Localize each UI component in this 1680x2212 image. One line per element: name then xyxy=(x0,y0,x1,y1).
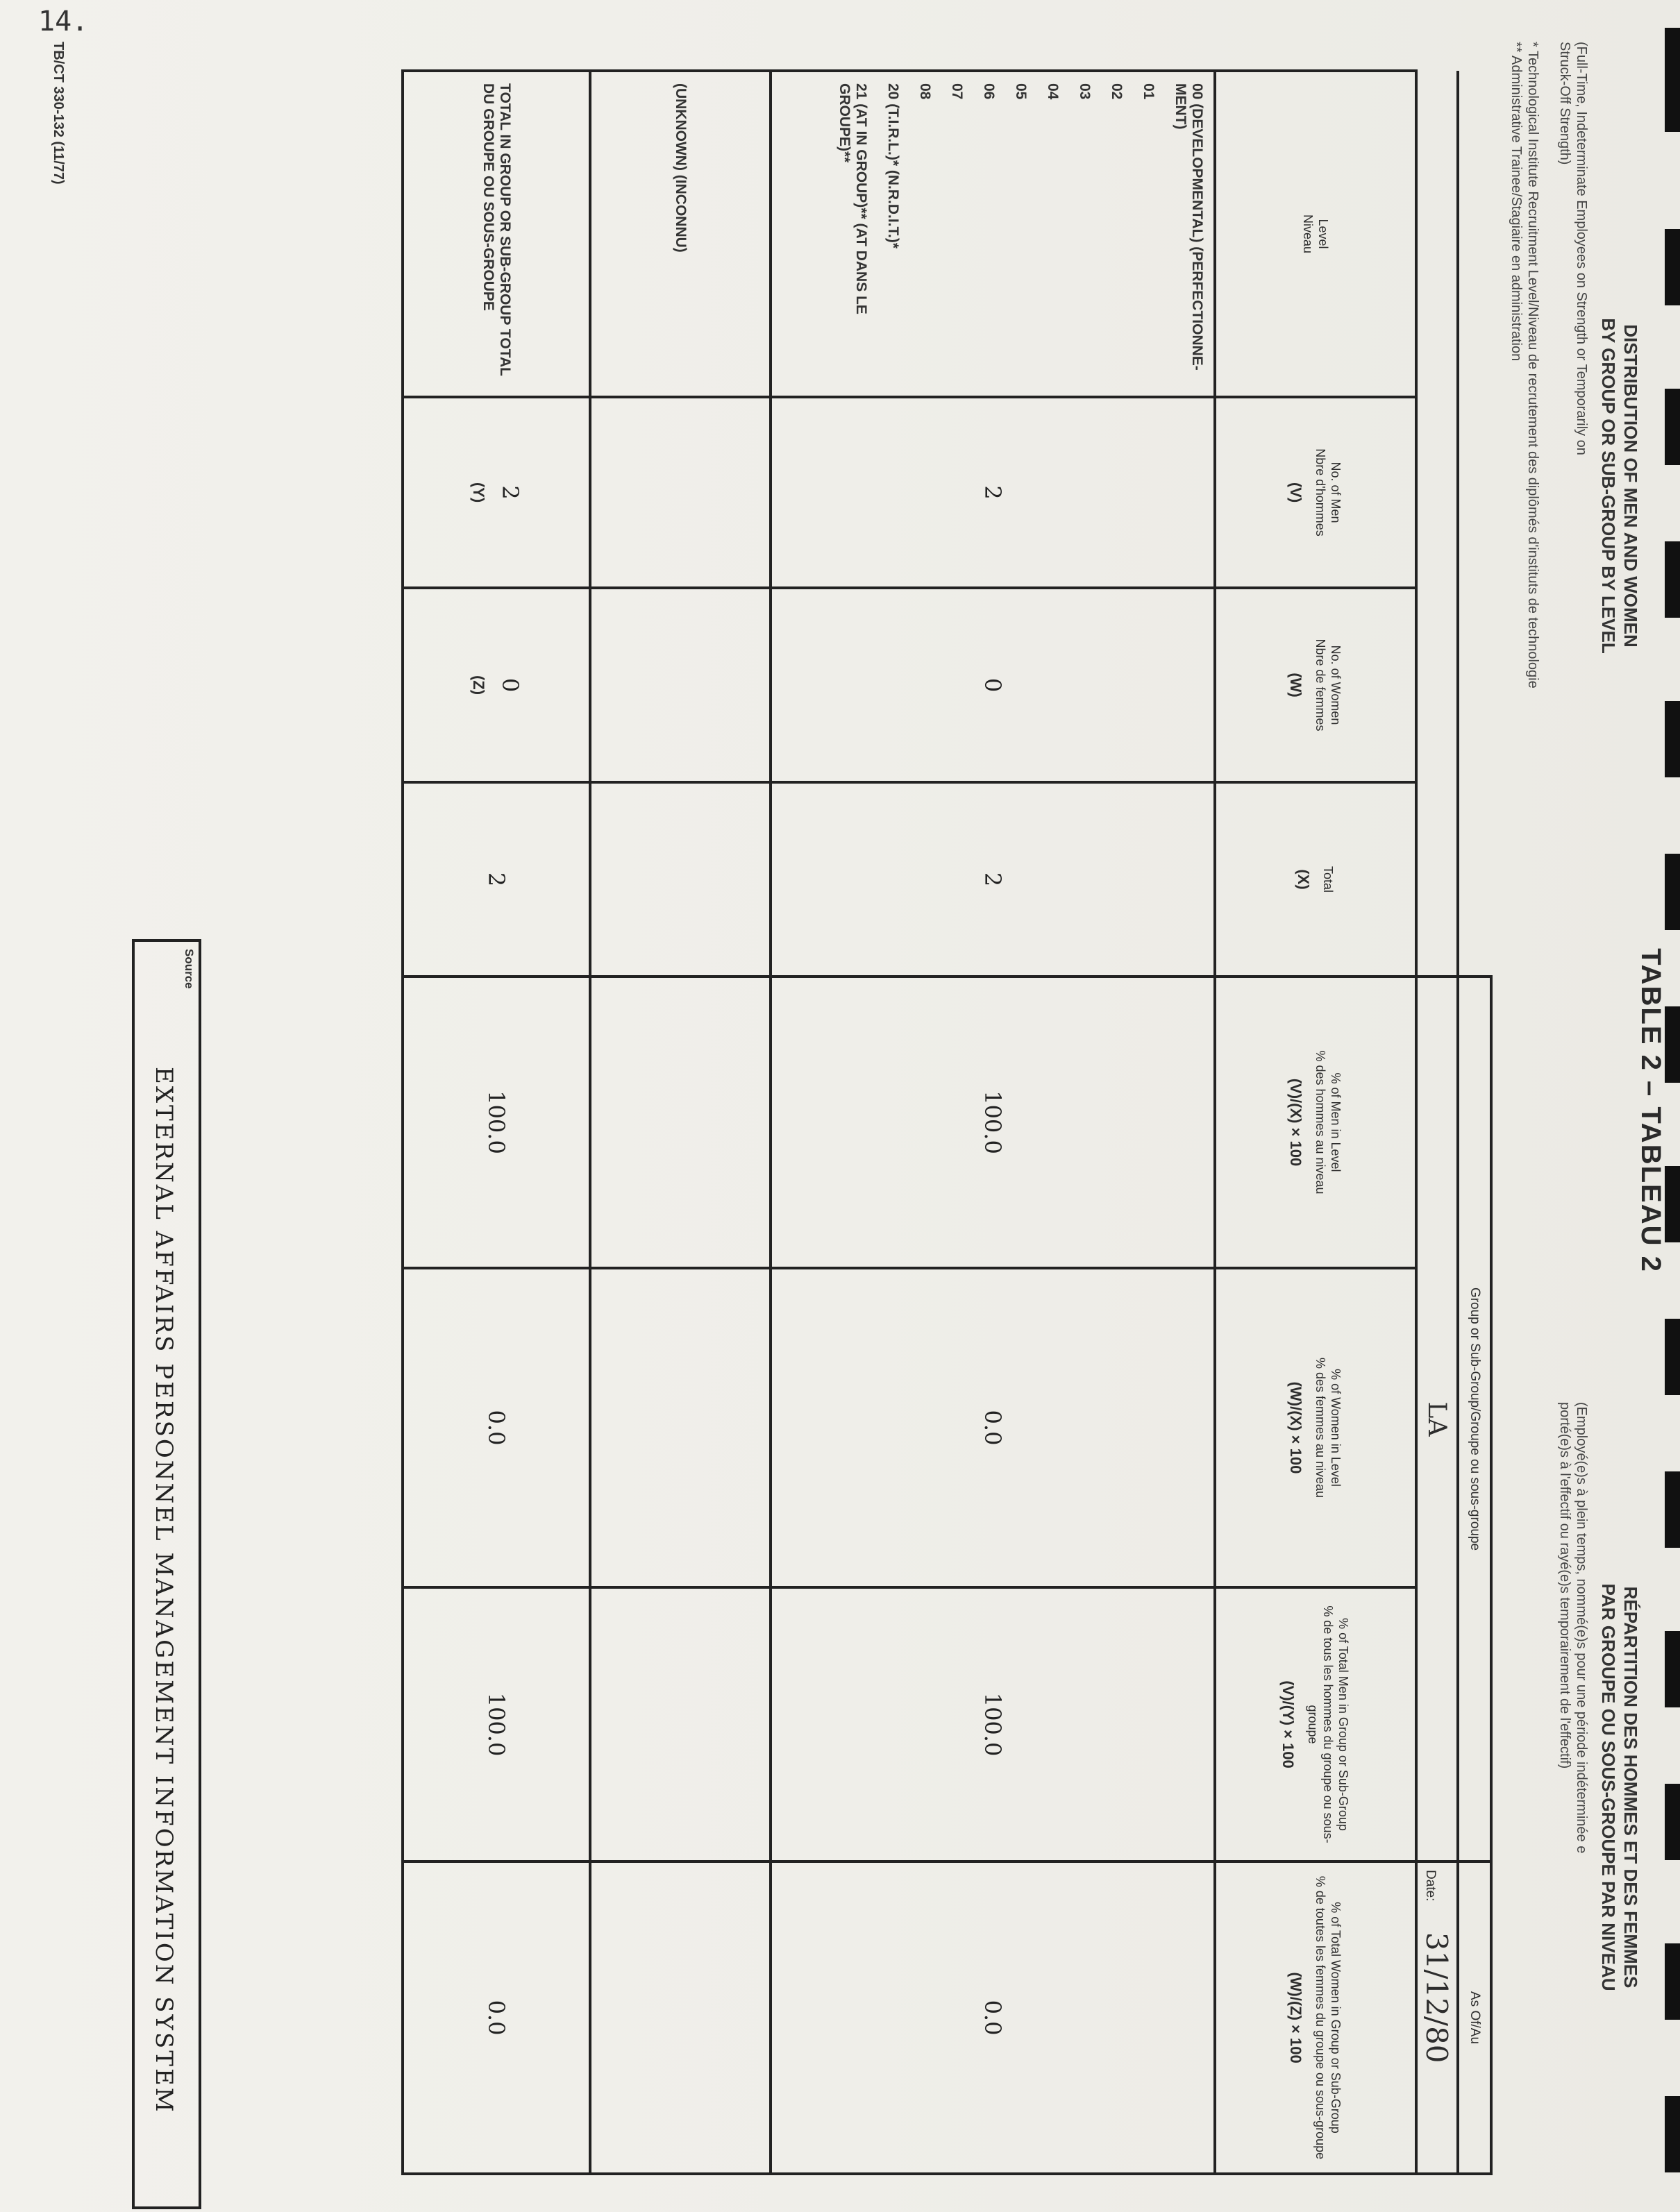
footnote-trl: * Technological Institute Recruitment Level/Niveau de recrutement des diplômés d'instituts de technologie xyxy=(1525,42,1540,689)
col-pct-total-women-fr: % de toutes les femmes du groupe ou sous-groupe xyxy=(1313,1875,1327,2160)
footnote-at: ** Administrative Trainee/Stagiaire en administration xyxy=(1509,42,1524,362)
level-05: 05 xyxy=(1013,83,1029,100)
footnotes xyxy=(1508,42,1541,1569)
header-blank xyxy=(1416,71,1458,977)
total-value: 2 xyxy=(980,872,1006,887)
total-cell xyxy=(771,782,1215,977)
total-label: TOTAL IN GROUP OR SUB-GROUP TOTAL DU GROUPE OU SOUS-GROUPE xyxy=(403,71,590,397)
group-label: Group or Sub-Group/Groupe ou sous-groupe xyxy=(1458,977,1491,1861)
level-04: 04 xyxy=(1045,83,1061,100)
unknown-cell xyxy=(590,588,771,782)
col-women-en: No. of Women xyxy=(1329,645,1343,725)
col-pct-total-men-en: % of Total Men in Group or Sub-Group xyxy=(1336,1618,1350,1831)
level-21: 21 (AT IN GROUP)** (AT DANS LE GROUPE)** xyxy=(837,83,869,314)
col-women xyxy=(1215,588,1416,782)
unknown-cell xyxy=(590,782,771,977)
total-pct-total-men-value: 100.0 xyxy=(483,1692,510,1757)
total-pct-women-cell xyxy=(403,1268,590,1587)
total-men-value: 2 xyxy=(497,485,523,500)
men-cell xyxy=(771,397,1215,588)
level-06: 06 xyxy=(981,83,997,100)
pct-women-value: 0.0 xyxy=(980,1410,1006,1446)
pct-total-men-cell xyxy=(771,1587,1215,1861)
unknown-cell xyxy=(590,977,771,1268)
subtitle-english xyxy=(1556,42,1590,736)
title-french xyxy=(1597,1423,1642,2152)
subtitle-fr-line: (Employé(e)s à plein temps, nommé(e)s pour une période indéterminée e xyxy=(1574,1402,1589,1854)
level-list xyxy=(771,71,1215,397)
total-men-code: (Y) xyxy=(470,482,487,503)
women-cell xyxy=(771,588,1215,782)
col-women-code: (W) xyxy=(1287,673,1304,698)
col-pct-total-men-fr: % de tous les hommes du groupe ou sous-groupe xyxy=(1306,1605,1335,1843)
date-label: Date: xyxy=(1423,1870,1438,1902)
unknown-row xyxy=(590,71,771,2174)
col-total xyxy=(1215,782,1416,977)
col-pct-women xyxy=(1215,1268,1416,1587)
total-women-cell xyxy=(403,588,590,782)
date-cell xyxy=(1416,1861,1458,2174)
title-fr-line: PAR GROUPE OU SOUS-GROUPE PAR NIVEAU xyxy=(1598,1583,1619,1991)
col-pct-total-men-formula: (V)/(Y) × 100 xyxy=(1279,1680,1297,1768)
page-number: 14. xyxy=(38,6,89,37)
asof-label: As Of/Au xyxy=(1458,1861,1491,2174)
total-pct-women-value: 0.0 xyxy=(483,1410,510,1446)
men-value: 2 xyxy=(980,485,1006,500)
col-pct-total-women xyxy=(1215,1861,1416,2174)
col-pct-women-fr: % des femmes au niveau xyxy=(1313,1357,1327,1498)
total-pct-total-women-cell xyxy=(403,1861,590,2174)
source-box xyxy=(132,939,201,2209)
level-00: 00 (DEVELOPMENTAL) (PERFECTIONNE-MENT) xyxy=(1173,83,1205,371)
total-total-value: 2 xyxy=(483,872,510,887)
col-pct-men-formula: (V)/(X) × 100 xyxy=(1287,1078,1304,1167)
title-english xyxy=(1597,174,1642,798)
subtitle-french xyxy=(1556,1402,1590,2200)
level-02: 02 xyxy=(1109,83,1125,100)
pct-total-women-value: 0.0 xyxy=(980,2000,1006,2036)
col-pct-women-en: % of Women in Level xyxy=(1329,1369,1343,1487)
group-value: LA xyxy=(1422,1401,1452,1437)
table-title: TABLE 2 – TABLEAU 2 xyxy=(1636,948,1666,1273)
total-women-value: 0 xyxy=(497,677,523,693)
col-total-en: Total xyxy=(1321,866,1335,893)
title-en-line: BY GROUP OR SUB-GROUP BY LEVEL xyxy=(1598,318,1619,654)
total-men-cell xyxy=(403,397,590,588)
col-pct-men-en: % of Men in Level xyxy=(1329,1072,1343,1172)
pct-women-cell xyxy=(771,1268,1215,1587)
col-level-en: Level xyxy=(1316,219,1330,249)
total-pct-total-men-cell xyxy=(403,1587,590,1861)
col-women-fr: Nbre de femmes xyxy=(1313,639,1327,732)
col-pct-total-men xyxy=(1215,1587,1416,1861)
col-pct-women-formula: (W)/(X) × 100 xyxy=(1287,1381,1304,1474)
unknown-cell xyxy=(590,1587,771,1861)
title-fr-line: RÉPARTITION DES HOMMES ET DES FEMMES xyxy=(1620,1586,1641,1989)
women-value: 0 xyxy=(980,677,1006,693)
pct-men-cell xyxy=(771,977,1215,1268)
level-20: 20 (T.I.R.L.)* (N.R.D.I.T.)* xyxy=(885,83,901,249)
total-row xyxy=(403,71,590,2174)
form-id: TB/CT 330-132 (11/77) xyxy=(51,42,66,185)
pct-total-men-value: 100.0 xyxy=(980,1692,1006,1757)
subtitle-en-line: Struck-Off Strength) xyxy=(1557,42,1572,165)
total-pct-total-women-value: 0.0 xyxy=(483,2000,510,2036)
levels-row xyxy=(771,71,1215,2174)
col-level xyxy=(1215,71,1416,397)
subtitle-fr-line: porté(e)s à l'effectif ou rayé(e)s temporairement de l'effectif) xyxy=(1557,1402,1572,1769)
total-pct-men-value: 100.0 xyxy=(483,1090,510,1154)
group-value-cell xyxy=(1416,977,1458,1861)
subtitle-en-line: (Full-Time, Indeterminate Employees on Strength or Temporarily on xyxy=(1574,42,1589,455)
col-pct-men-fr: % des hommes au niveau xyxy=(1313,1050,1327,1194)
source-label: Source xyxy=(183,949,196,989)
level-07: 07 xyxy=(949,83,965,100)
pct-men-value: 100.0 xyxy=(980,1090,1006,1154)
total-pct-men-cell xyxy=(403,977,590,1268)
col-pct-total-women-en: % of Total Women in Group or Sub-Group xyxy=(1329,1902,1343,2134)
unknown-label: (UNKNOWN) (INCONNU) xyxy=(590,71,771,397)
unknown-cell xyxy=(590,397,771,588)
total-total-cell xyxy=(403,782,590,977)
source-text: EXTERNAL AFFAIRS PERSONNEL MANAGEMENT INFORMATION SYSTEM xyxy=(150,1067,178,2114)
pct-total-women-cell xyxy=(771,1861,1215,2174)
date-value: 31/12/80 xyxy=(1420,1932,1454,2063)
unknown-cell xyxy=(590,1861,771,2174)
col-total-code: (X) xyxy=(1295,869,1312,890)
level-03: 03 xyxy=(1077,83,1093,100)
total-women-code: (Z) xyxy=(470,675,487,695)
col-men-fr: Nbre d'hommes xyxy=(1313,448,1327,537)
col-pct-total-women-formula: (W)/(Z) × 100 xyxy=(1287,1972,1304,2063)
header-blank xyxy=(1458,71,1491,977)
col-men xyxy=(1215,397,1416,588)
distribution-table xyxy=(401,69,1493,2175)
level-01: 01 xyxy=(1141,83,1157,100)
level-08: 08 xyxy=(917,83,933,100)
col-men-code: (V) xyxy=(1287,482,1304,503)
title-en-line: DISTRIBUTION OF MEN AND WOMEN xyxy=(1620,324,1641,648)
col-level-fr: Niveau xyxy=(1301,214,1315,254)
col-men-en: No. of Men xyxy=(1329,462,1343,523)
unknown-cell xyxy=(590,1268,771,1587)
col-pct-men xyxy=(1215,977,1416,1268)
